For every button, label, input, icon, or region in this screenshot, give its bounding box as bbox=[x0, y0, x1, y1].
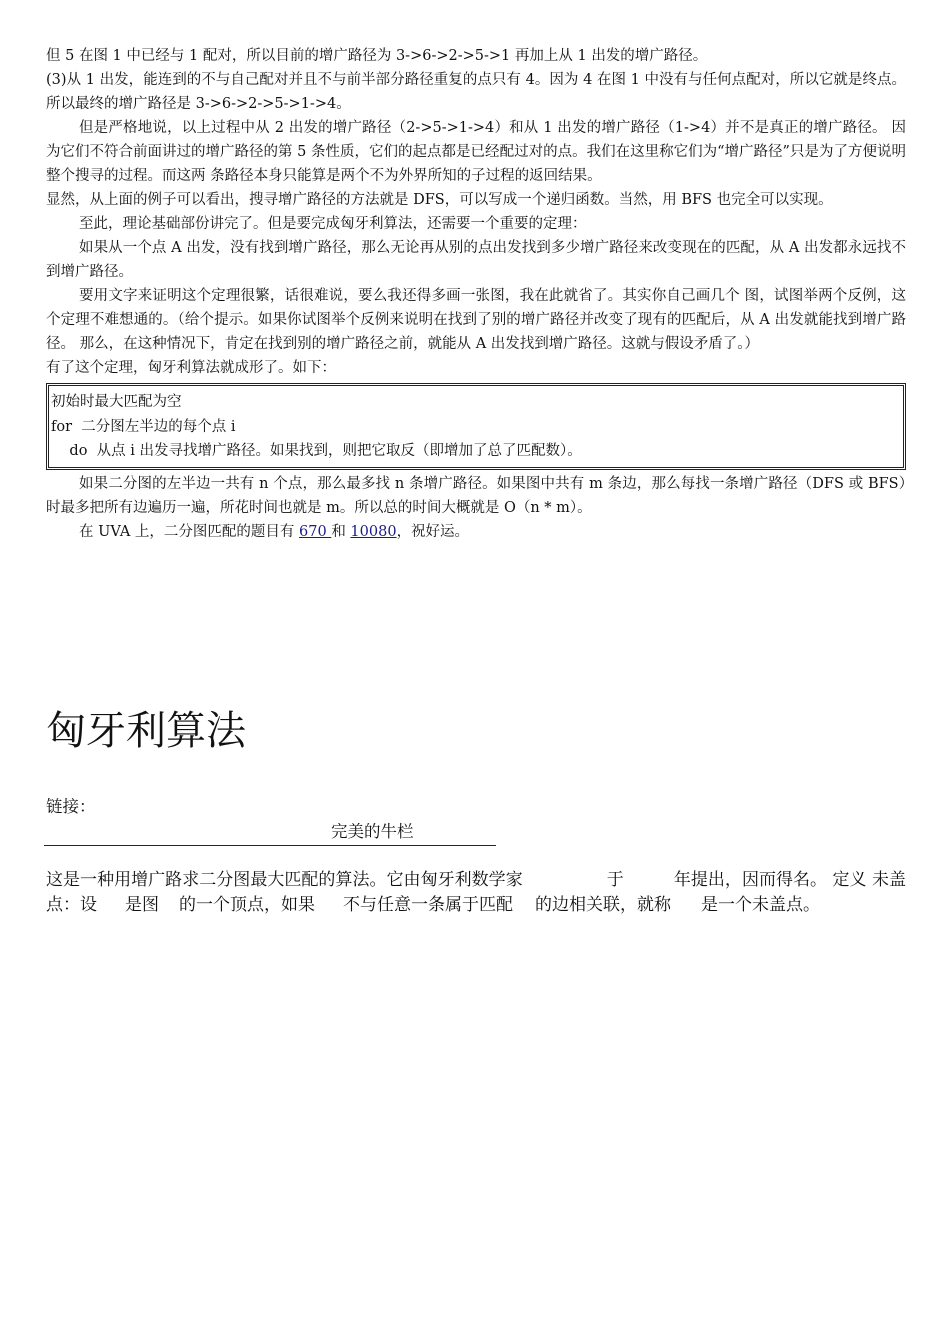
def-text-e: 的一个顶点，如果 bbox=[179, 894, 315, 915]
uva-text-b: 和 bbox=[331, 523, 351, 540]
definition-paragraph bbox=[46, 868, 906, 917]
problem-670-link[interactable]: 670 bbox=[299, 523, 332, 540]
problem-10080-link[interactable]: 10080 bbox=[350, 523, 397, 540]
link-label: 链接： bbox=[46, 797, 96, 816]
uva-paragraph bbox=[46, 520, 906, 544]
theorem-paragraph: 如果从一个点 A 出发，没有找到增广路径，那么无论再从别的点出发找到多少增广路径来改变现在的匹配，从 A 出发都永远找不到增广路径。 bbox=[46, 240, 906, 280]
paragraph-2: (3)从 1 出发，能连到的不与自己配对并且不与前半部分路径重复的点只有 4。因为 4 在图 1 中没有与任何点配对，所以它就是终点。所以最终的增广路径是 3->6->2->5->1->4。 bbox=[46, 72, 906, 112]
complexity-paragraph: 如果二分图的左半边一共有 n 个点，那么最多找 n 条增广路径。如果图中共有 m 条边，那么每找一条增广路径（DFS 或 BFS）时最多把所有边遍历一遍，所花时间也就是 m。所以总的时间大概就是 O（n * m）。 bbox=[46, 475, 906, 516]
document-body bbox=[46, 44, 906, 544]
paragraph-7: 要用文字来证明这个定理很繁，话很难说，要么我还得多画一张图，我在此就省了。其实你自己画几个 图，试图举两个反例，这个定理不难想通的。（给个提示。如果你试图举个反例来说明在找到了别的增广路径并改变了现有的匹配后，从 A 出发就能找到增广路径。 那么，在这种情况下，肯定在找到别的增广路径之前，就能从 A 出发找到增广路径。这就与假设矛盾了。） bbox=[46, 288, 906, 352]
def-text-f: 不与任意一条属于匹配 bbox=[343, 894, 513, 915]
algorithm-code-box bbox=[46, 383, 906, 470]
def-text-g: 的边相关联，就称 bbox=[535, 894, 671, 915]
uva-text-a: 在 UVA 上，二分图匹配的题目有 bbox=[79, 523, 300, 540]
related-link-text[interactable]: 完美的牛栏 bbox=[331, 822, 414, 841]
code-line-2: for 二分图左半边的每个点 i bbox=[51, 418, 236, 435]
def-text-d: 是图 bbox=[125, 894, 159, 915]
def-text-a: 这是一种用增广路求二分图最大匹配的算法。它由匈牙利数学家 bbox=[46, 870, 523, 890]
paragraph-5: 至此，理论基础部份讲完了。但是要完成匈牙利算法，还需要一个重要的定理： bbox=[79, 216, 587, 232]
paragraph-4: 显然，从上面的例子可以看出，搜寻增广路径的方法就是 DFS，可以写成一个递归函数。当然，用 BFS 也完全可以实现。 bbox=[46, 192, 833, 208]
uva-text-c: ，祝好运。 bbox=[396, 523, 470, 540]
section-title: 匈牙利算法 bbox=[46, 708, 246, 754]
related-link-bar[interactable] bbox=[44, 819, 496, 846]
def-text-h: 是一个未盖点。 bbox=[701, 894, 820, 915]
code-line-1: 初始时最大匹配为空 bbox=[51, 394, 182, 410]
paragraph-3: 但是严格地说，以上过程中从 2 出发的增广路径（2->5->1->4）和从 1 出发的增广路径（1->4）并不是真正的增广路径。 因为它们不符合前面讲过的增广路径的第 5 条性质，它们的起点都是已经配过对的点。我们在这里称它们为“增广路径”只是为了方便说明整个搜寻的过程。而这两 条路径本身只能算是两个不为外界所知的子过程的返回结果。 bbox=[46, 120, 906, 184]
def-text-c: 年提出，因而得名。 定义 未盖点：设 bbox=[46, 870, 907, 915]
paragraph-8: 有了这个定理，匈牙利算法就成形了。如下： bbox=[46, 360, 336, 376]
def-text-b: 于 bbox=[606, 870, 624, 890]
paragraph-1: 但 5 在图 1 中已经与 1 配对，所以目前的增广路径为 3->6->2->5->1 再加上从 1 出发的增广路径。 bbox=[46, 48, 708, 64]
code-line-3: do 从点 i 出发寻找增广路径。如果找到，则把它取反（即增加了总了匹配数）。 bbox=[51, 443, 582, 459]
